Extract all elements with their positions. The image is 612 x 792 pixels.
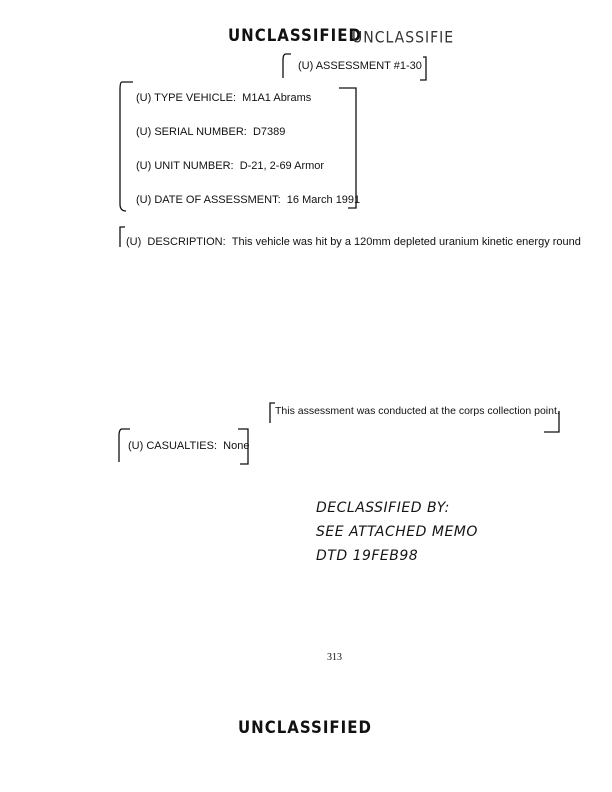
description-bracket xyxy=(118,226,126,248)
field-value: 16 March 1991 xyxy=(286,194,361,206)
field-label: (U) UNIT NUMBER: xyxy=(136,160,234,172)
description-label: DESCRIPTION: xyxy=(147,236,226,248)
page-number: 313 xyxy=(327,652,342,663)
description-text: This vehicle was hit by a 120mm depleted uranium kinetic energy round xyxy=(231,236,581,248)
field-value: D7389 xyxy=(252,126,286,138)
field-serial-number xyxy=(136,126,285,138)
field-label: (U) CASUALTIES: xyxy=(128,440,218,452)
assessment-note: This assessment was conducted at the corps collection point. xyxy=(275,405,560,417)
classification-stamp-left: UNCLASSIFIED xyxy=(228,24,362,46)
handwritten-declassified-by: DECLASSIFIED BY: xyxy=(316,500,450,516)
fields-bracket-left xyxy=(118,80,134,214)
assessment-bracket-right xyxy=(418,56,428,82)
handwritten-memo-reference: SEE ATTACHED MEMO xyxy=(316,524,478,540)
field-value: M1A1 Abrams xyxy=(242,92,312,104)
assessment-bracket-left xyxy=(282,52,292,80)
field-value: D-21, 2-69 Armor xyxy=(239,160,325,172)
handwritten-date: DTD 19FEB98 xyxy=(316,548,419,564)
description-marker: (U) xyxy=(126,236,142,248)
note-bracket-right xyxy=(542,410,562,434)
field-casualties xyxy=(128,440,249,452)
field-type-vehicle xyxy=(136,92,311,104)
description-line xyxy=(126,236,581,248)
field-label: (U) DATE OF ASSESSMENT: xyxy=(136,194,281,206)
field-unit-number xyxy=(136,160,324,172)
field-value: None xyxy=(223,440,250,452)
casualties-bracket-right xyxy=(236,428,250,466)
classification-stamp-footer: UNCLASSIFIED xyxy=(238,716,372,738)
field-label: (U) SERIAL NUMBER: xyxy=(136,126,247,138)
field-label: (U) TYPE VEHICLE: xyxy=(136,92,237,104)
field-date-of-assessment xyxy=(136,194,360,206)
assessment-number: (U) ASSESSMENT #1-30 xyxy=(298,60,422,72)
classification-stamp-right: UNCLASSIFIE xyxy=(352,28,455,48)
